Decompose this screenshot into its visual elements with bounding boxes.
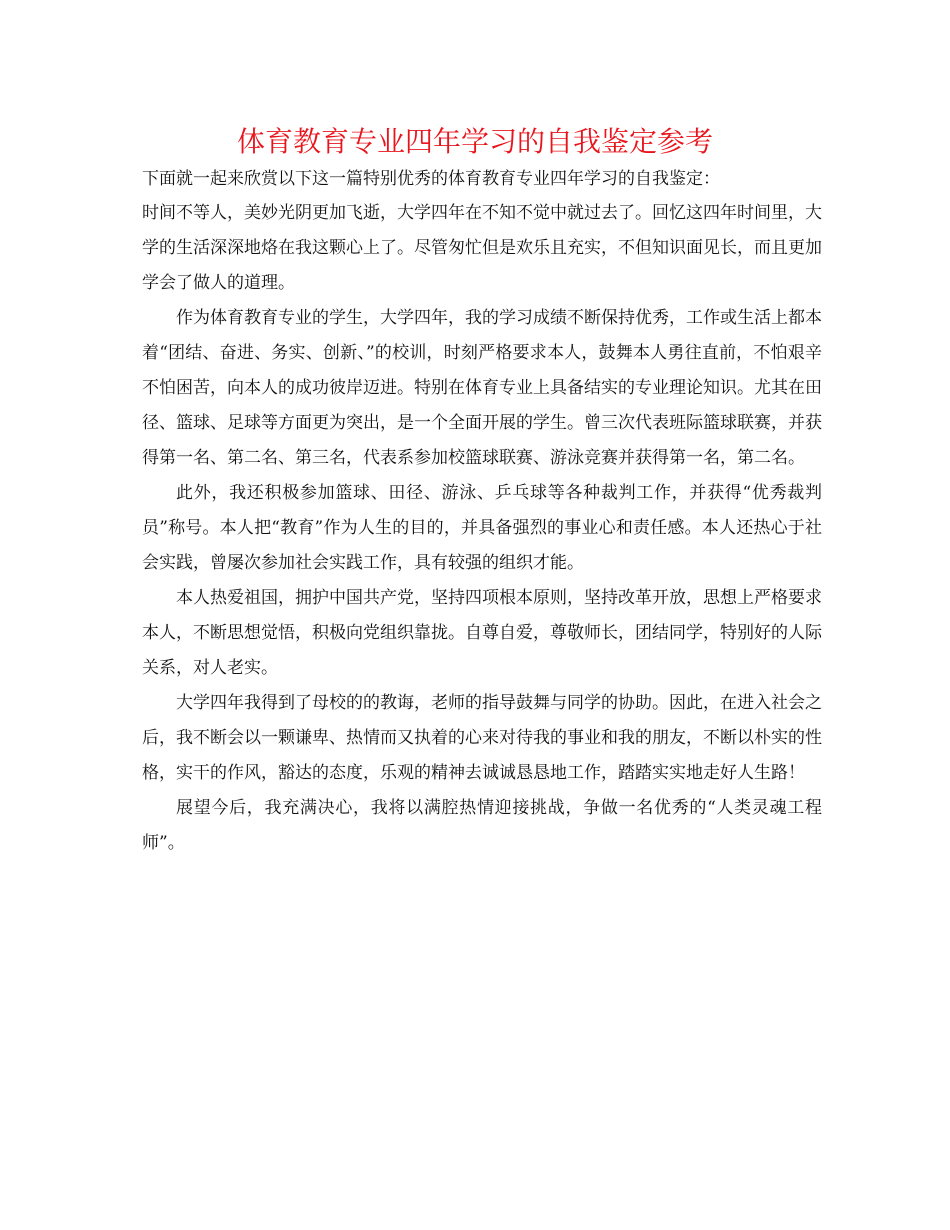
paragraph-6: 展望今后，我充满决心，我将以满腔热情迎接挑战，争做一名优秀的“人类灵魂工程师”。: [142, 798, 822, 853]
paragraph-2: 作为体育教育专业的学生，大学四年，我的学习成绩不断保持优秀，工作或生活上都本着“团结、奋进、务实、创新、”的校训，时刻严格要求本人，鼓舞本人勇往直前，不怕艰辛不怕困苦，向本人的成功彼岸迈进。特别在体育专业上具备结实的专业理论知识。尤其在田径、篮球、足球等方面更为突出，是一个全面开展的学生。曾三次代表班际篮球联赛，并获得第一名、第二名、第三名，代表系参加校篮球联赛、游泳竞赛并获得第一名，第二名。: [142, 308, 822, 468]
paragraph-5: 大学四年我得到了母校的的教诲，老师的指导鼓舞与同学的协助。因此，在进入社会之后，我不断会以一颗谦卑、热情而又执着的心来对待我的事业和我的朋友，不断以朴实的性格，实干的作风，豁达的态度，乐观的精神去诚诚恳恳地工作，踏踏实实地走好人生路！: [142, 693, 822, 783]
paragraph-4: 本人热爱祖国，拥护中国共产党，坚持四项根本原则，坚持改革开放，思想上严格要求本人，不断思想觉悟，积极向党组织靠拢。自尊自爱，尊敬师长，团结同学，特别好的人际关系，对人老实。: [142, 588, 822, 678]
document-title: 体育教育专业四年学习的自我鉴定参考: [236, 125, 713, 158]
paragraph-1: 时间不等人，美妙光阴更加飞逝，大学四年在不知不觉中就过去了。回忆这四年时间里，大学的生活深深地烙在我这颗心上了。尽管匆忙但是欢乐且充实，不但知识面见长，而且更加学会了做人的道理。: [142, 203, 822, 293]
document-body: [142, 165, 822, 861]
paragraph-3: 此外，我还积极参加篮球、田径、游泳、乒乓球等各种裁判工作，并获得“优秀裁判员”称号。本人把“教育”作为人生的目的，并具备强烈的事业心和责任感。本人还热心于社会实践，曾屡次参加社会实践工作，具有较强的组织才能。: [142, 483, 822, 573]
intro-line: 下面就一起来欣赏以下这一篇特别优秀的体育教育专业四年学习的自我鉴定：: [142, 169, 720, 189]
